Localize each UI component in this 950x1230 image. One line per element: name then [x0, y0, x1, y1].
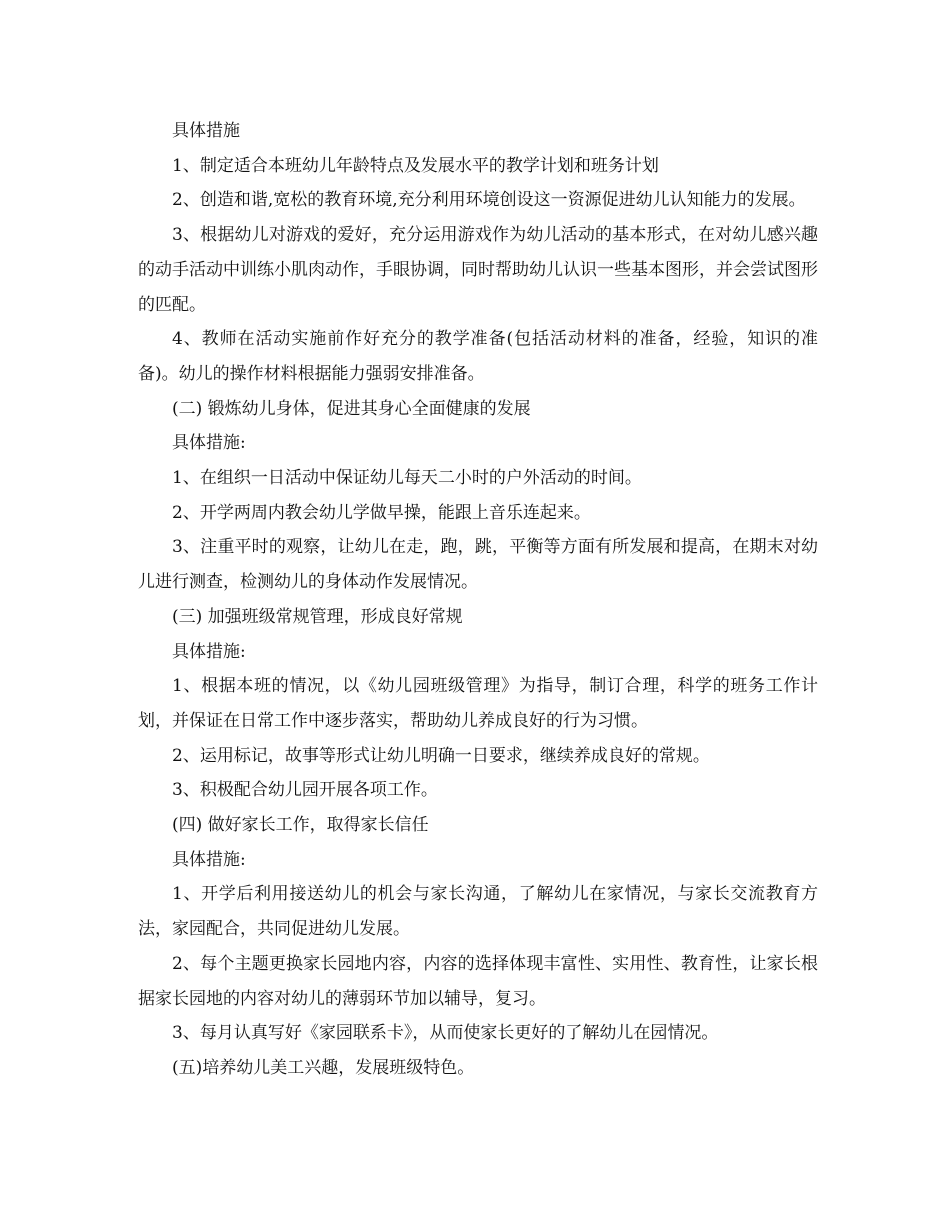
paragraph-2-2: 2、开学两周内教会幼儿学做早操，能跟上音乐连起来。 [172, 502, 591, 523]
paragraph-3-3: 3、积极配合幼儿园开展各项工作。 [172, 780, 438, 801]
section-heading-2: (二) 锻炼幼儿身体，促进其身心全面健康的发展 [172, 398, 531, 419]
paragraph-2-3: 3、注重平时的观察，让幼儿在走，跑，跳，平衡等方面有所发展和提高，在期末对幼儿进行测查，检测幼儿的身体动作发展情况。 [138, 537, 818, 593]
paragraph-4-3: 3、每月认真写好《家园联系卡》，从而使家长更好的了解幼儿在园情况。 [172, 1023, 719, 1044]
paragraph-3-1: 1、根据本班的情况，以《幼儿园班级管理》为指导，制订合理，科学的班务工作计划，并保证在日常工作中逐步落实，帮助幼儿养成良好的行为习惯。 [138, 676, 818, 731]
document-body [138, 114, 818, 1086]
paragraph-4-1: 1、开学后利用接送幼儿的机会与家长沟通，了解幼儿在家情况，与家长交流教育方法，家园配合，共同促进幼儿发展。 [138, 884, 818, 940]
heading-measures: 具体措施 [172, 121, 240, 141]
section-heading-4: (四) 做好家长工作，取得家长信任 [172, 815, 429, 836]
paragraph-1-2: 2、创造和谐,宽松的教育环境,充分利用环境创设这一资源促进幼儿认知能力的发展。 [172, 190, 806, 211]
paragraph-1-3: 3、根据幼儿对游戏的爱好，充分运用游戏作为幼儿活动的基本形式，在对幼儿感兴趣的动手活动中训练小肌肉动作，手眼协调，同时帮助幼儿认识一些基本图形，并会尝试图形的匹配。 [138, 225, 818, 315]
paragraph-1-4: 4、教师在活动实施前作好充分的教学准备(包括活动材料的准备，经验，知识的准备)。幼儿的操作材料根据能力强弱安排准备。 [138, 329, 818, 384]
section-heading-5: (五)培养幼儿美工兴趣，发展班级特色。 [172, 1057, 475, 1078]
paragraph-2-1: 1、在组织一日活动中保证幼儿每天二小时的户外活动的时间。 [172, 468, 642, 489]
heading-measures: 具体措施: [172, 641, 246, 662]
heading-measures: 具体措施: [172, 849, 246, 870]
paragraph-3-2: 2、运用标记，故事等形式让幼儿明确一日要求，继续养成良好的常规。 [172, 745, 710, 766]
paragraph-1-1: 1、制定适合本班幼儿年龄特点及发展水平的教学计划和班务计划 [172, 155, 659, 176]
heading-measures: 具体措施: [172, 433, 246, 454]
paragraph-4-2: 2、每个主题更换家长园地内容，内容的选择体现丰富性、实用性、教育性，让家长根据家长园地的内容对幼儿的薄弱环节加以辅导，复习。 [138, 953, 818, 1009]
section-heading-3: (三) 加强班级常规管理，形成良好常规 [172, 606, 463, 627]
